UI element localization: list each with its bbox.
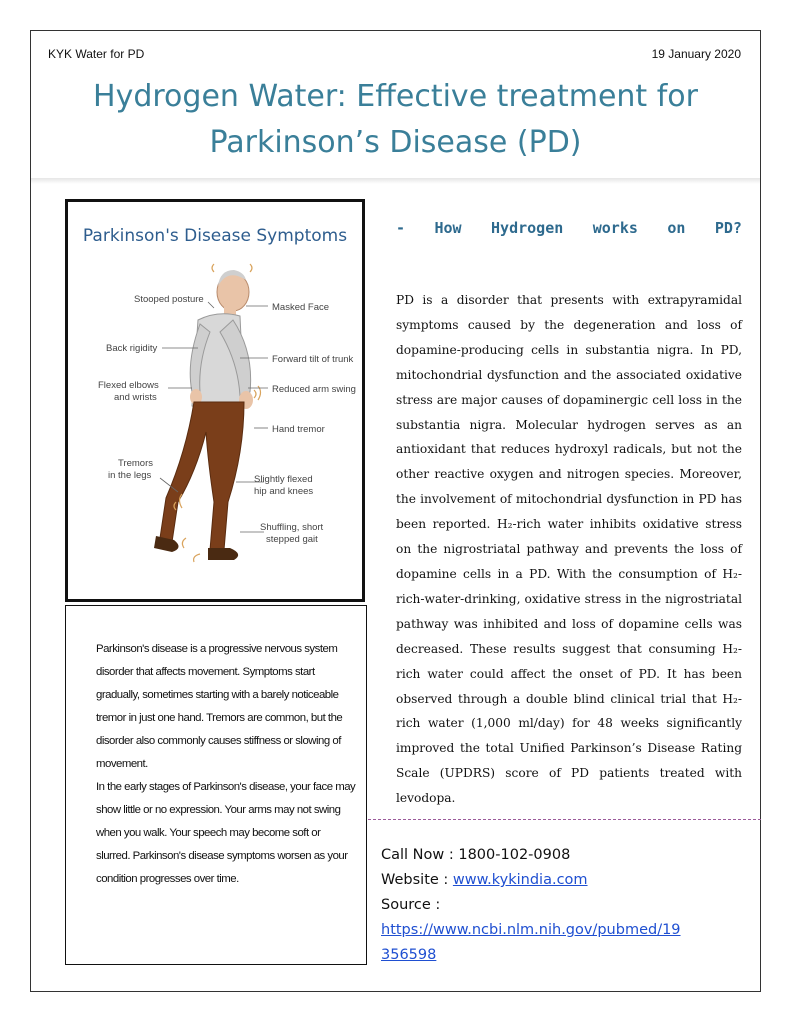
page-title-line-2: Parkinson’s Disease (PD) (209, 125, 582, 160)
website-label: Website : (381, 872, 453, 888)
source-link-line-2[interactable]: 356598 (381, 947, 437, 963)
website-link[interactable]: www.kykindia.com (452, 872, 588, 888)
caption-paragraph-1: Parkinson's disease is a progressive nervous system disorder that affects movement. Symptoms start gradually, sometimes starting with a barely noticeable tremor in just one hand. Tremors are common, but the disorder also commonly causes stiffness or slowing of movement. (96, 643, 343, 770)
source-link-cont[interactable] (381, 943, 751, 968)
label-flexed-elbows-1: Flexed elbows (98, 380, 159, 391)
heading-word: - (396, 219, 406, 237)
heading-word: on (667, 219, 686, 237)
label-reduced-arm-swing: Reduced arm swing (272, 384, 356, 395)
source-link[interactable] (381, 918, 751, 943)
page-title (30, 74, 761, 166)
label-shuffling-2: stepped gait (266, 534, 318, 545)
title-divider (31, 178, 760, 184)
label-tremors-1: Tremors (118, 458, 154, 469)
call-now-line: Call Now : 1800-102-0908 (381, 847, 571, 863)
heading-word: How (434, 219, 462, 237)
symptoms-figure (65, 199, 365, 602)
figure-title: Parkinson's Disease Symptoms (82, 226, 348, 246)
caption-text (96, 638, 356, 891)
page-title-line-1: Hydrogen Water: Effective treatment for (93, 79, 698, 114)
label-tremors-2: in the legs (108, 470, 152, 481)
heading-word: Hydrogen (491, 219, 564, 237)
label-masked-face: Masked Face (272, 302, 330, 313)
caption-paragraph-2: In the early stages of Parkinson's disease, your face may show little or no expression. Your arms may not swing when you walk. Your speech may become soft or slurred. Parkinson's disease symptoms worsen as your condition progresses over time. (96, 781, 356, 885)
label-back-rigidity: Back rigidity (106, 343, 158, 354)
source-link-line-1[interactable]: https://www.ncbi.nlm.nih.gov/pubmed/19 (381, 922, 681, 938)
label-hand-tremor: Hand tremor (272, 424, 325, 435)
section-heading (396, 219, 742, 237)
label-forward-tilt: Forward tilt of trunk (272, 354, 354, 365)
header-left: KYK Water for PD (48, 47, 145, 61)
contact-block (381, 843, 751, 968)
heading-word: PD? (714, 219, 742, 237)
heading-word: works (592, 219, 638, 237)
person-illustration (154, 264, 261, 562)
source-label: Source : (381, 897, 441, 913)
label-shuffling-1: Shuffling, short (260, 522, 324, 533)
website-line (381, 868, 751, 893)
figure-illustration (68, 202, 362, 599)
section-body: PD is a disorder that presents with extrapyramidal symptoms caused by the degeneration and loss of dopamine-producing cells in substantia nigra. In PD, mitochondrial dysfunction and the associated oxidative stress are major causes of dopaminergic cell loss in the substantia nigra. Molecular hydrogen serves as an antioxidant that reduces hydroxyl radicals, but not the other reactive oxygen and nitrogen species. Moreover, the involvement of mitochondrial dysfunction in PD has been reported. H₂-rich water inhibits oxidative stress on the nigrostriatal pathway and prevents the loss of dopamine cells in a PD. With the consumption of H₂-rich-water-drinking, oxidative stress in the nigrostriatal pathway was inhibited and loss of dopamine cells was decreased. These results suggest that consuming H₂-rich water could affect the onset of PD. It has been observed through a double blind clinical trial that H₂-rich water (1,000 ml/day) for 48 weeks significantly improved the total Unified Parkinson’s Disease Rating Scale (UPDRS) score of PD patients treated with levodopa. (396, 293, 742, 806)
caption-box (65, 605, 367, 965)
dashed-divider (368, 819, 761, 820)
header-date: 19 January 2020 (651, 47, 741, 61)
label-hip-knees-2: hip and knees (254, 486, 314, 497)
label-flexed-elbows-2: and wrists (114, 392, 157, 403)
label-stooped-posture: Stooped posture (134, 294, 204, 305)
label-hip-knees-1: Slightly flexed (254, 474, 313, 485)
